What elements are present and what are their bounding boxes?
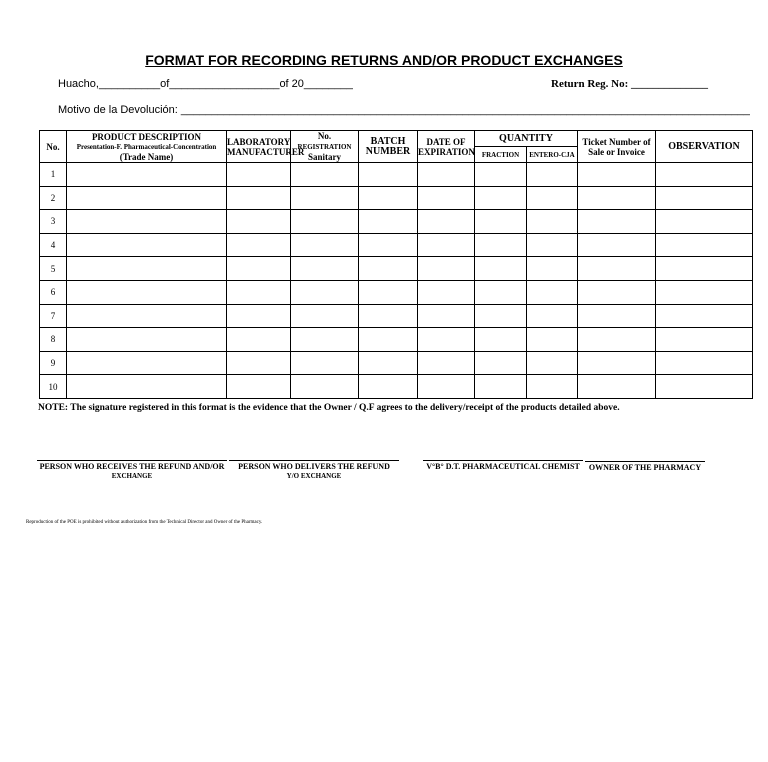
returns-table [39, 130, 753, 399]
table-cell[interactable] [67, 233, 227, 257]
table-cell[interactable] [227, 304, 291, 328]
col-quantity-header: QUANTITY [475, 131, 578, 147]
table-cell[interactable] [227, 210, 291, 234]
form-title: FORMAT FOR RECORDING RETURNS AND/OR PRODUCT EXCHANGES [145, 52, 623, 68]
table-cell[interactable] [291, 280, 359, 304]
col-product-header: PRODUCT DESCRIPTION Presentation-F. Pharmaceutical-Concentration (Trade Name) [67, 131, 227, 163]
signature-receiver: PERSON WHO RECEIVES THE REFUND AND/OR EXCHANGE [37, 460, 227, 481]
table-cell[interactable] [359, 186, 418, 210]
table-cell[interactable] [475, 163, 527, 187]
row-number: 1 [40, 163, 67, 187]
table-cell[interactable] [227, 186, 291, 210]
row-number: 8 [40, 328, 67, 352]
table-cell[interactable] [578, 233, 656, 257]
signature-owner: OWNER OF THE PHARMACY [585, 461, 705, 472]
row-number: 4 [40, 233, 67, 257]
table-cell[interactable] [227, 233, 291, 257]
col-expiration-header: DATE OF EXPIRATION [418, 131, 475, 163]
table-cell[interactable] [67, 163, 227, 187]
table-cell[interactable] [527, 304, 578, 328]
table-cell[interactable] [67, 257, 227, 281]
table-cell[interactable] [656, 304, 753, 328]
table-cell[interactable] [656, 375, 753, 399]
table-cell[interactable] [359, 280, 418, 304]
table-cell[interactable] [656, 280, 753, 304]
table-cell[interactable] [67, 210, 227, 234]
table-cell[interactable] [291, 186, 359, 210]
table-cell[interactable] [359, 163, 418, 187]
table-cell[interactable] [291, 210, 359, 234]
table-cell[interactable] [475, 186, 527, 210]
signature-line [423, 460, 583, 461]
table-cell[interactable] [418, 186, 475, 210]
col-registration-header: No. REGISTRATION Sanitary [291, 131, 359, 163]
table-cell[interactable] [359, 375, 418, 399]
table-cell[interactable] [475, 210, 527, 234]
table-cell[interactable] [359, 351, 418, 375]
table-cell[interactable] [227, 375, 291, 399]
row-number: 10 [40, 375, 67, 399]
table-cell[interactable] [418, 163, 475, 187]
table-cell[interactable] [475, 233, 527, 257]
table-cell[interactable] [527, 257, 578, 281]
table-cell[interactable] [578, 163, 656, 187]
table-cell[interactable] [578, 210, 656, 234]
table-row [40, 257, 753, 281]
col-laboratory-header: LABORATORY MANUFACTURER [227, 131, 291, 163]
table-cell[interactable] [578, 304, 656, 328]
table-cell[interactable] [578, 351, 656, 375]
table-cell[interactable] [227, 163, 291, 187]
row-number: 6 [40, 280, 67, 304]
table-cell[interactable] [359, 233, 418, 257]
col-ticket-header: Ticket Number of Sale or Invoice [578, 131, 656, 163]
table-cell[interactable] [418, 257, 475, 281]
table-cell[interactable] [227, 351, 291, 375]
table-cell[interactable] [527, 280, 578, 304]
table-cell[interactable] [359, 210, 418, 234]
table-cell[interactable] [527, 328, 578, 352]
table-cell[interactable] [359, 328, 418, 352]
table-cell[interactable] [67, 351, 227, 375]
table-cell[interactable] [418, 210, 475, 234]
col-fraction-header: FRACTION [475, 147, 527, 163]
table-row [40, 233, 753, 257]
table-cell[interactable] [291, 375, 359, 399]
table-cell[interactable] [656, 328, 753, 352]
table-cell[interactable] [227, 328, 291, 352]
table-cell[interactable] [291, 328, 359, 352]
table-row [40, 328, 753, 352]
table-cell[interactable] [475, 375, 527, 399]
table-cell[interactable] [578, 257, 656, 281]
row-number: 2 [40, 186, 67, 210]
col-batch-header: BATCH NUMBER [359, 131, 418, 163]
table-cell[interactable] [475, 304, 527, 328]
col-no-header: No. [40, 131, 67, 163]
signature-line [37, 460, 227, 461]
place-date-line: Huacho,__________of__________________of 20________ [58, 78, 353, 90]
table-cell[interactable] [578, 375, 656, 399]
table-row [40, 351, 753, 375]
table-cell[interactable] [578, 186, 656, 210]
table-cell[interactable] [359, 304, 418, 328]
reproduction-notice: Reproduction of the POE is prohibited without authorization from the Technical Director and Owner of the Pharmacy. [26, 520, 263, 525]
table-cell[interactable] [67, 328, 227, 352]
table-row [40, 163, 753, 187]
table-cell[interactable] [475, 257, 527, 281]
signature-note: NOTE: The signature registered in this format is the evidence that the Owner / Q.F agrees to the delivery/receipt of the products detailed above. [38, 403, 620, 413]
table-cell[interactable] [656, 210, 753, 234]
table-cell[interactable] [291, 163, 359, 187]
table-cell[interactable] [527, 351, 578, 375]
table-cell[interactable] [527, 186, 578, 210]
table-row [40, 280, 753, 304]
table-cell[interactable] [359, 257, 418, 281]
table-row [40, 304, 753, 328]
table-cell[interactable] [227, 280, 291, 304]
table-cell[interactable] [418, 375, 475, 399]
table-cell[interactable] [291, 233, 359, 257]
return-reg-number: Return Reg. No: ______________ [551, 78, 709, 90]
table-cell[interactable] [656, 163, 753, 187]
row-number: 5 [40, 257, 67, 281]
table-cell[interactable] [67, 304, 227, 328]
table-cell[interactable] [656, 257, 753, 281]
table-cell[interactable] [527, 163, 578, 187]
table-cell[interactable] [578, 280, 656, 304]
signature-line [229, 460, 399, 461]
table-row [40, 186, 753, 210]
table-cell[interactable] [527, 233, 578, 257]
signature-chemist: V°B° D.T. PHARMACEUTICAL CHEMIST [423, 460, 583, 471]
return-reason-line: Motivo de la Devolución: _____________________________________________________________________________________________ [58, 104, 750, 116]
row-number: 3 [40, 210, 67, 234]
col-entero-header: ENTERO-CJA [527, 147, 578, 163]
table-cell[interactable] [475, 328, 527, 352]
table-cell[interactable] [418, 280, 475, 304]
table-cell[interactable] [67, 186, 227, 210]
signature-line [585, 461, 705, 462]
row-number: 7 [40, 304, 67, 328]
table-cell[interactable] [418, 351, 475, 375]
table-cell[interactable] [291, 257, 359, 281]
table-cell[interactable] [475, 351, 527, 375]
table-cell[interactable] [656, 233, 753, 257]
table-cell[interactable] [291, 304, 359, 328]
table-cell[interactable] [291, 351, 359, 375]
row-number: 9 [40, 351, 67, 375]
table-cell[interactable] [527, 210, 578, 234]
signature-deliverer: PERSON WHO DELIVERS THE REFUND Y/O EXCHANGE [229, 460, 399, 481]
table-cell[interactable] [475, 280, 527, 304]
col-observation-header: OBSERVATION [656, 131, 753, 163]
table-cell[interactable] [578, 328, 656, 352]
table-cell[interactable] [67, 280, 227, 304]
table-row [40, 375, 753, 399]
table-cell[interactable] [418, 233, 475, 257]
table-cell[interactable] [656, 186, 753, 210]
table-cell[interactable] [227, 257, 291, 281]
table-cell[interactable] [527, 375, 578, 399]
table-cell[interactable] [418, 304, 475, 328]
table-cell[interactable] [418, 328, 475, 352]
table-cell[interactable] [656, 351, 753, 375]
table-cell[interactable] [67, 375, 227, 399]
table-row [40, 210, 753, 234]
